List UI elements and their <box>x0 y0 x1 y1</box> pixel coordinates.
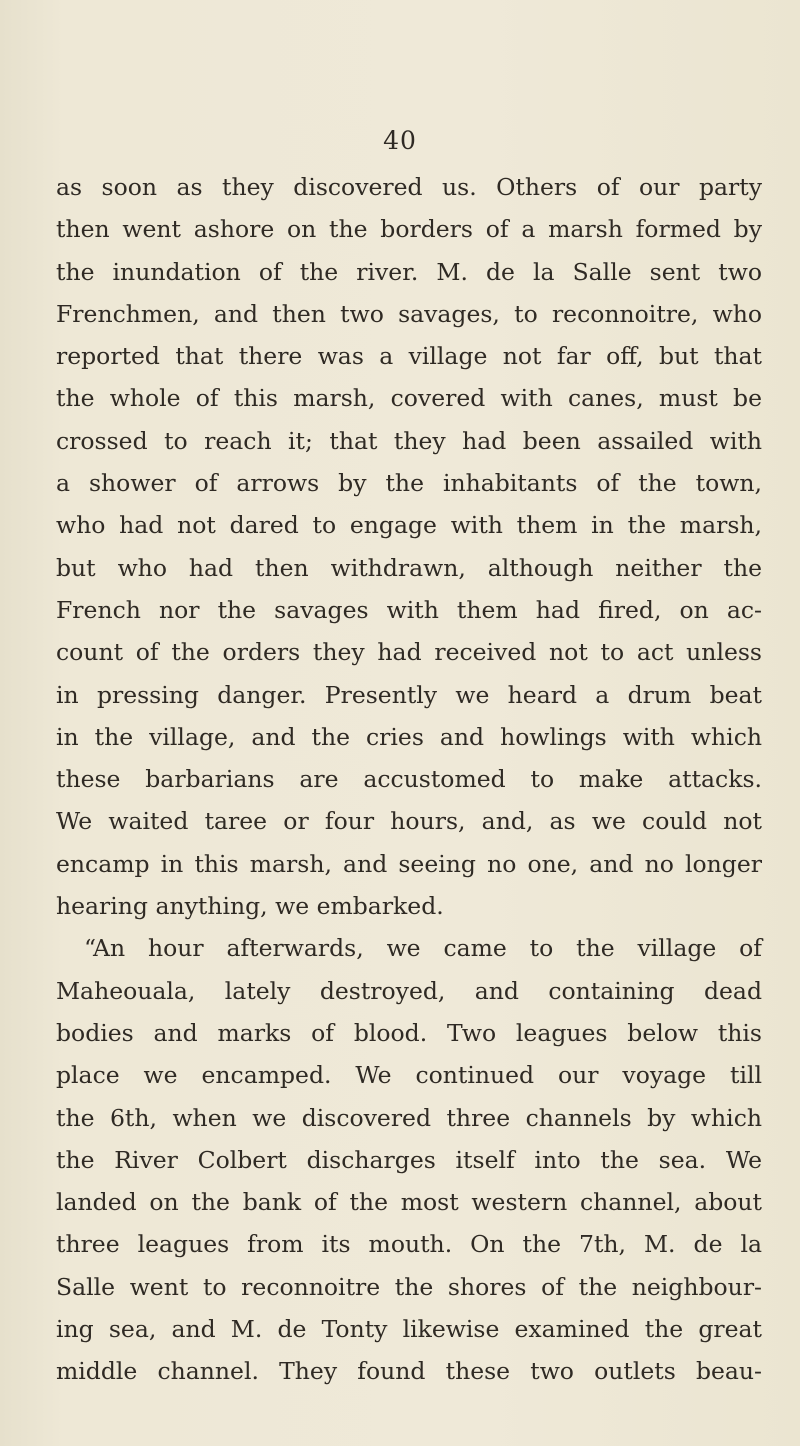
text-line: in pressing danger. Presently we heard a drum beat <box>56 680 762 709</box>
text-line: Salle went to reconnoitre the shores of the neighbour- <box>56 1272 762 1301</box>
text-line: hearing anything, we embarked. <box>56 892 444 921</box>
body-text <box>56 166 762 1393</box>
text-line: who had not dared to engage with them in the marsh, <box>56 511 762 540</box>
text-line: We waited taree or four hours, and, as we could not <box>56 807 762 836</box>
text-line: the River Colbert discharges itself into the sea. We <box>56 1145 762 1174</box>
text-line: as soon as they discovered us. Others of our party <box>56 173 762 201</box>
text-line: Frenchmen, and then two savages, to reconnoitre, who <box>56 299 762 328</box>
text-line: bodies and marks of blood. Two leagues below this <box>56 1018 762 1047</box>
text-line: French nor the savages with them had fired, on ac- <box>56 595 762 624</box>
text-line: ing sea, and M. de Tonty likewise examined the great <box>56 1315 762 1344</box>
text-line: the whole of this marsh, covered with canes, must be <box>56 384 762 413</box>
text-line: crossed to reach it; that they had been assailed with <box>56 426 762 455</box>
text-line: in the village, and the cries and howlings with which <box>56 722 762 751</box>
text-line: then went ashore on the borders of a marsh formed by <box>56 215 762 244</box>
text-line: the 6th, when we discovered three channels by which <box>56 1103 762 1132</box>
text-line: place we encamped. We continued our voyage till <box>56 1061 762 1090</box>
text-line: encamp in this marsh, and seeing no one, and no longer <box>56 849 762 878</box>
text-line: landed on the bank of the most western channel, about <box>56 1188 762 1217</box>
text-line: a shower of arrows by the inhabitants of the town, <box>56 469 762 498</box>
text-line: the inundation of the river. M. de la Salle sent two <box>56 257 762 286</box>
text-line: Maheouala, lately destroyed, and containing dead <box>56 976 762 1005</box>
text-line: three leagues from its mouth. On the 7th, M. de la <box>56 1230 762 1259</box>
page-number: 40 <box>383 126 417 155</box>
text-line: count of the orders they had received not to act unless <box>56 638 762 667</box>
text-line: these barbarians are accustomed to make attacks. <box>56 765 762 794</box>
text-line: but who had then withdrawn, although neither the <box>56 553 762 582</box>
text-line: “An hour afterwards, we came to the village of <box>84 934 762 963</box>
text-line: reported that there was a village not far off, but that <box>56 342 762 371</box>
text-line: middle channel. They found these two outlets beau- <box>56 1357 762 1386</box>
